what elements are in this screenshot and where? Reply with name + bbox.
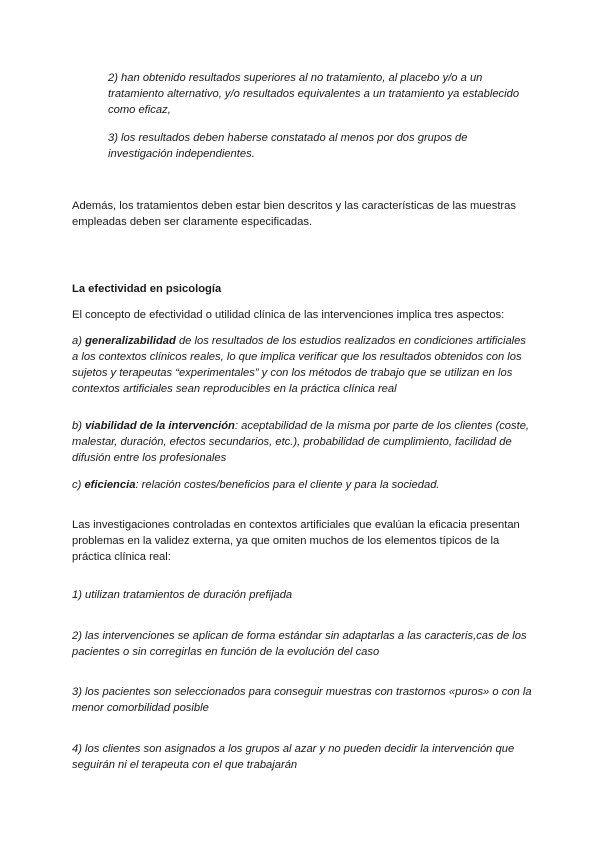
limitation-2: 2) las intervenciones se aplican de forma estándar sin adaptarlas a las caracteris,cas de los pacientes o sin corregirlas en función de la evolución del caso [72, 630, 527, 658]
criterion-item-3: 3) los resultados deben haberse constatado al menos por dos grupos de investigación independientes. [108, 132, 468, 160]
limitation-3: 3) los pacientes son seleccionados para conseguir muestras con trastornos «puros» o con la menor comorbilidad posible [72, 686, 532, 714]
intro-paragraph: Además, los tratamientos deben estar bien descritos y las características de las muestras empleadas deben ser claramente especificadas. [72, 200, 516, 228]
limitation-4: 4) los clientes son asignados a los grupos al azar y no pueden decidir la intervención que seguirán ni el terapeuta con el que trabajarán [72, 743, 515, 771]
aspect-b-prefix: b) [72, 420, 86, 432]
limitation-1: 1) utilizan tratamientos de duración prefijada [72, 589, 293, 601]
aspect-b [72, 418, 532, 466]
section-intro: El concepto de efectividad o utilidad clínica de las intervenciones implica tres aspectos: [72, 309, 505, 321]
aspect-c-text: : relación costes/beneficios para el cliente y para la sociedad. [135, 479, 440, 491]
aspect-a-prefix: a) [72, 335, 86, 347]
aspect-a-term: generalizabilidad [85, 335, 176, 347]
aspect-c-term: eficiencia [84, 479, 136, 491]
criterion-item-2: 2) han obtenido resultados superiores al no tratamiento, al placebo y/o a un tratamiento alternativo, y/o resultados equivalentes a un tratamiento ya establecido como eficaz, [108, 72, 520, 116]
section-heading: La efectividad en psicología [72, 283, 222, 295]
aspect-b-text: : aceptabilidad de la misma por parte de los clientes (coste, malestar, duración, efectos secundarios, etc.), probabilidad de cumplimiento, facilidad de difusión entre los profesionales [72, 420, 530, 464]
aspect-c-prefix: c) [72, 479, 85, 491]
aspect-a [72, 333, 532, 397]
validity-paragraph: Las investigaciones controladas en contextos artificiales que evalúan la eficacia presentan problemas en la validez externa, ya que omiten muchos de los elementos típicos de la práctica clínica real: [72, 519, 520, 563]
aspect-a-text: de los resultados de los estudios realizados en condiciones artificiales a los contextos clínicos reales, lo que implica verificar que los resultados obtenidos con los sujetos y terapeutas “experimentales” y con los métodos de trabajo que se utilizan en los contextos artificiales sean reproducibles en la práctica clínica real [72, 335, 526, 395]
aspect-c [72, 477, 532, 493]
aspect-b-term: viabilidad de la intervención [85, 420, 235, 432]
